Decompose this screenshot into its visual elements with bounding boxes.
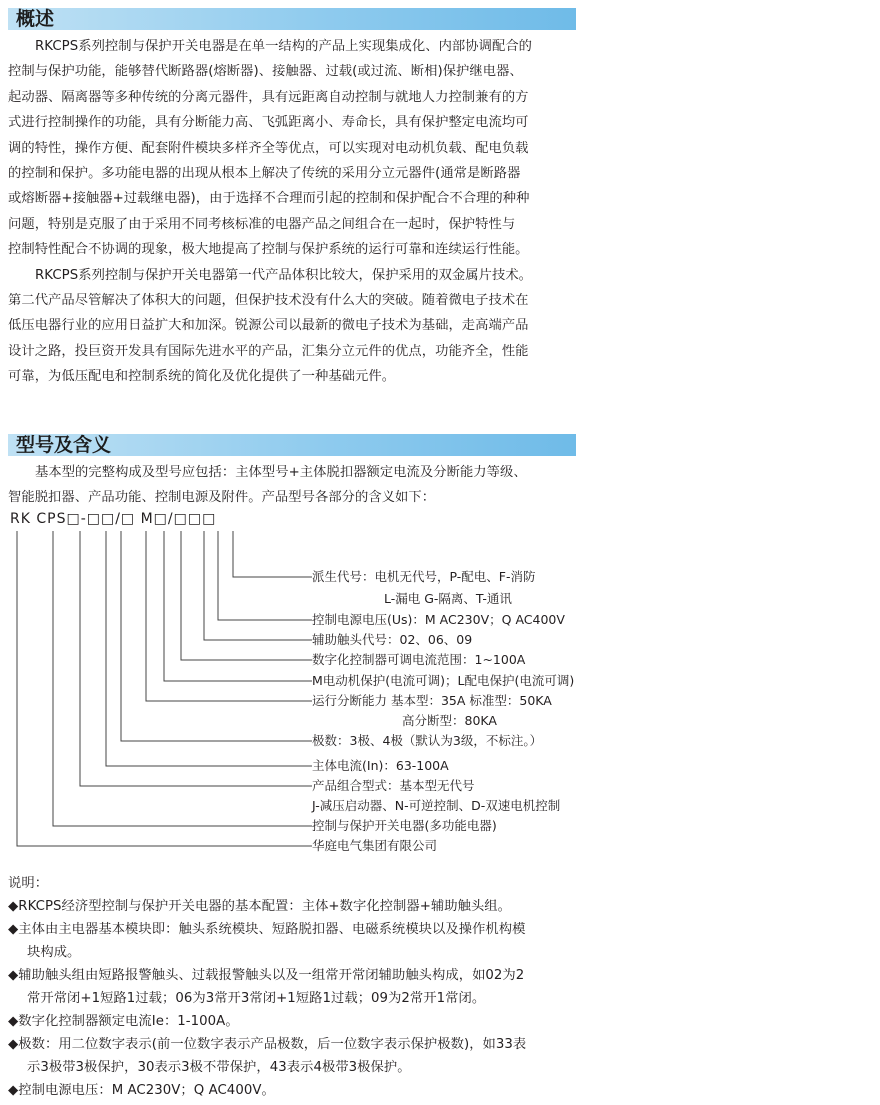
desc-combination-cont: J-减压启动器、N-可逆控制、D-双速电机控制	[312, 798, 561, 813]
desc-breaking-capacity-cont: 高分断型：80KA	[402, 713, 497, 728]
desc-derivative: 派生代号：电机无代号，P-配电、F-消防	[312, 569, 536, 584]
note-item: ◆主体由主电器基本模块即：触头系统模块、短路脱扣器、电磁系统模块以及操作机构模	[8, 922, 526, 937]
desc-control-voltage: 控制电源电压(Us)：M AC230V；Q AC400V	[312, 612, 565, 627]
text-line: 式进行控制操作的功能，具有分断能力高、飞弧距离小、寿命长，具有保护整定电流均可	[8, 115, 529, 131]
model-title: 型号及含义	[16, 434, 112, 456]
note-item: ◆极数：用二位数字表示(前一位数字表示产品极数，后一位数字表示保护极数)，如33表	[8, 1037, 527, 1052]
tree-line	[53, 531, 312, 826]
text-line: 或熔断器+接触器+过载继电器)，由于选择不合理而引起的控制和保护配合不合理的种种	[8, 191, 530, 207]
model-code: RK CPS□-□□/□ M□/□□□	[10, 511, 217, 527]
overview-title: 概述	[16, 8, 55, 30]
tree-line	[121, 531, 312, 741]
text-line: 控制与保护功能，能够替代断路器(熔断器)、接触器、过载(或过流、断相)保护继电器、	[8, 64, 523, 80]
text-line: 控制特性配合不协调的现象，极大地提高了控制与保护系统的运行可靠和连续运行性能。	[8, 242, 529, 258]
desc-breaking-capacity: 运行分断能力 基本型：35A 标准型：50KA	[312, 693, 552, 708]
tree-line	[204, 531, 312, 640]
text-line: 问题，特别是克服了由于采用不同考核标准的电器产品之间组合在一起时，保护特性与	[8, 216, 516, 232]
tree-line	[233, 531, 312, 577]
tree-line	[146, 531, 312, 701]
text-line: 低压电器行业的应用日益扩大和加深。锐源公司以最新的微电子技术为基础，走高端产品	[8, 318, 529, 334]
text-line: 设计之路，投巨资开发具有国际先进水平的产品，汇集分立元件的优点，功能齐全，性能	[8, 343, 529, 359]
text-line: RKCPS系列控制与保护开关电器是在单一结构的产品上实现集成化、内部协调配合的	[35, 39, 533, 54]
text-line: RKCPS系列控制与保护开关电器第一代产品体积比较大，保护采用的双金属片技术。	[35, 267, 533, 283]
tree-line	[80, 531, 312, 786]
desc-poles: 极数：3极、4极（默认为3级，不标注。）	[312, 733, 543, 748]
text-line: 第二代产品尽管解决了体积大的问题，但保护技术没有什么大的突破。随着微电子技术在	[8, 293, 529, 309]
text-line: 智能脱扣器、产品功能、控制电源及附件。产品型号各部分的含义如下：	[8, 490, 436, 506]
desc-product-name: 控制与保护开关电器(多功能电器)	[312, 818, 497, 833]
notes-block	[8, 872, 598, 1102]
desc-main-current: 主体电流(In)：63-100A	[312, 758, 449, 773]
desc-protection-type: M电动机保护(电流可调)；L配电保护(电流可调)	[312, 673, 575, 688]
tree-line	[106, 531, 312, 766]
desc-aux-contact: 辅助触头代号：02、06、09	[312, 632, 473, 647]
text-line: 可靠，为低压配电和控制系统的简化及优化提供了一种基础元件。	[8, 369, 396, 385]
note-item: ◆数字化控制器额定电流Ie：1-100A。	[8, 1014, 239, 1029]
tree-line	[164, 531, 312, 681]
text-line: 的控制和保护。多功能电器的出现从根本上解决了传统的采用分立元器件(通常是断路器	[8, 166, 521, 182]
desc-combination: 产品组合型式：基本型无代号	[312, 778, 475, 793]
note-item-cont: 常开常闭+1短路1过载；06为3常开3常闭+1短路1过载；09为2常开1常闭。	[27, 991, 486, 1006]
text-line: 起动器、隔离器等多种传统的分离元器件，具有远距离自动控制与就地人力控制兼有的方	[8, 89, 529, 105]
note-item: ◆RKCPS经济型控制与保护开关电器的基本配置：主体+数字化控制器+辅助触头组。	[8, 899, 511, 914]
tree-line	[181, 531, 312, 660]
text-line: 调的特性，操作方便、配套附件模块多样齐全等优点，可以实现对电动机负载、配电负载	[8, 140, 529, 156]
note-item-cont: 示3极带3极保护，30表示3极不带保护，43表示4极带3极保护。	[27, 1060, 411, 1075]
desc-derivative-cont: L-漏电 G-隔离、T-通讯	[384, 591, 512, 606]
notes-title: 说明：	[8, 876, 49, 891]
desc-company: 华庭电气集团有限公司	[312, 838, 438, 853]
note-item: ◆辅助触头组由短路报警触头、过载报警触头以及一组常开常闭辅助触头构成，如02为2	[8, 968, 525, 983]
text-line: 基本型的完整构成及型号应包括：主体型号+主体脱扣器额定电流及分断能力等级、	[35, 465, 527, 480]
tree-line	[218, 531, 312, 620]
desc-controller-range: 数字化控制器可调电流范围：1~100A	[312, 652, 526, 667]
note-item-cont: 块构成。	[27, 945, 81, 960]
note-item: ◆控制电源电压：M AC230V；Q AC400V。	[8, 1083, 275, 1098]
